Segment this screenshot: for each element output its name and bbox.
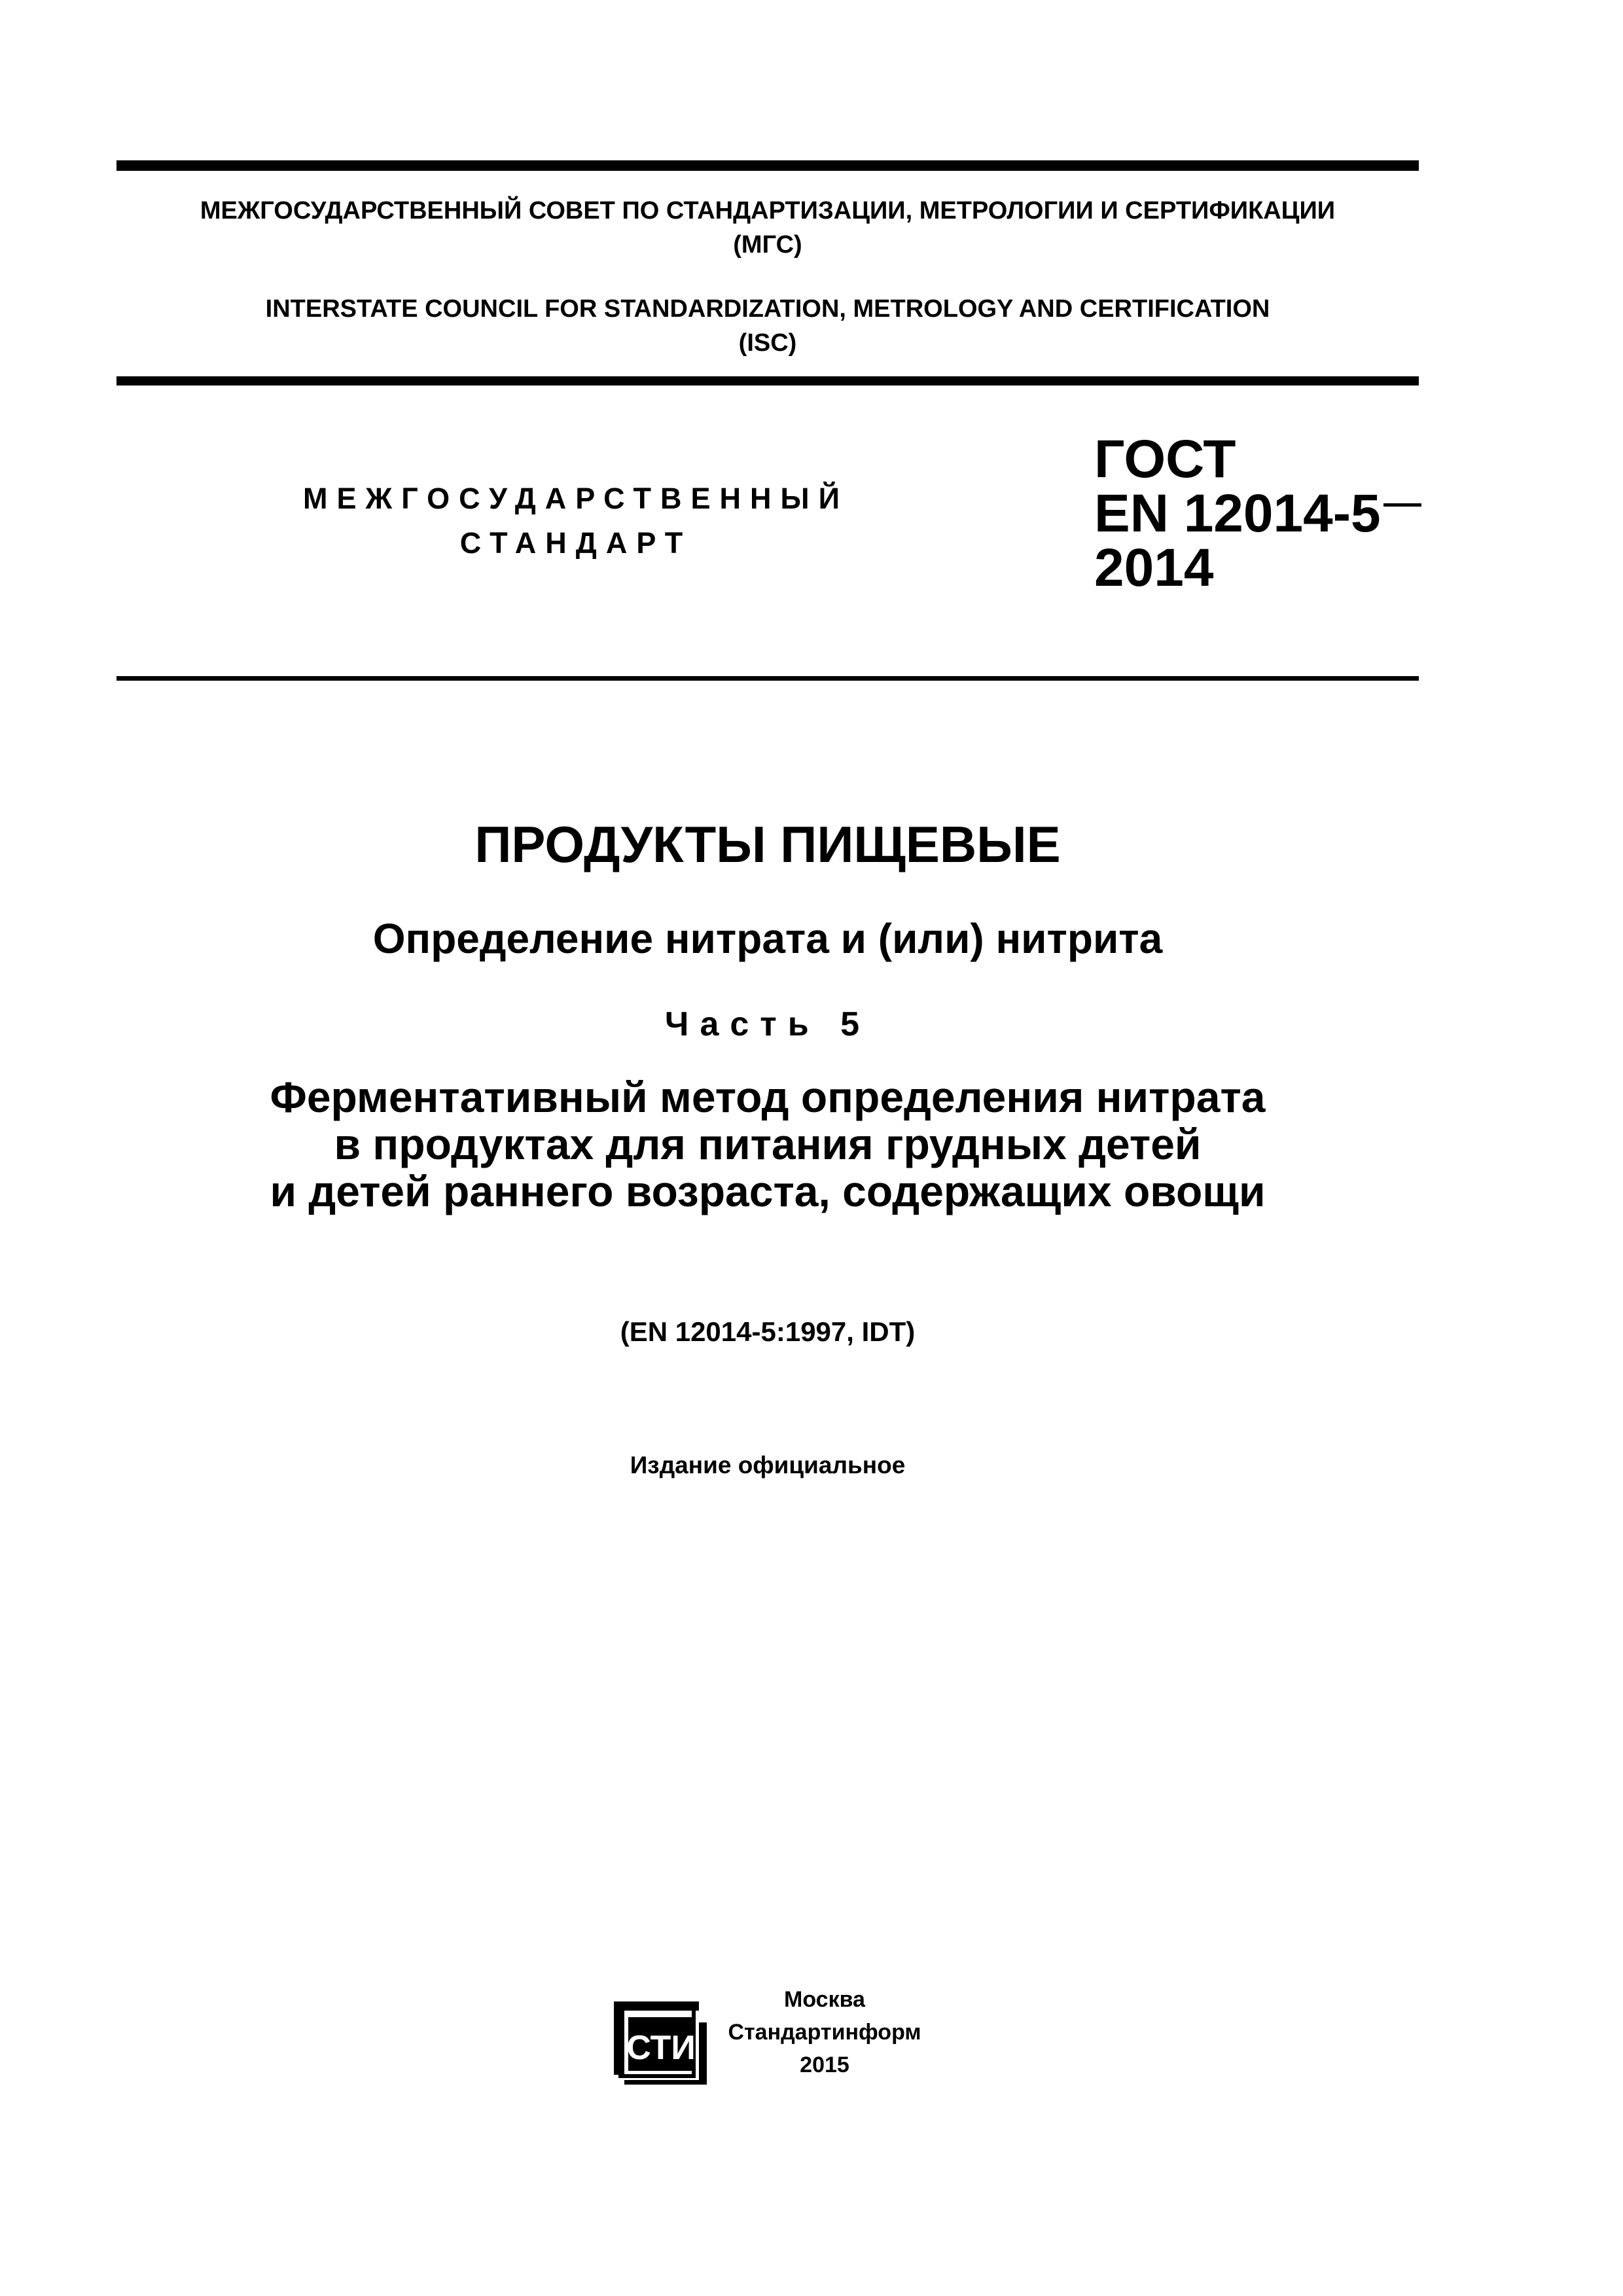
gost-number-line <box>1094 486 1421 541</box>
council-ru-abbr: (МГС) <box>733 231 802 259</box>
gost-dash <box>1383 503 1421 507</box>
method-title-line2: в продуктах для питания грудных детей <box>334 1120 1202 1168</box>
logo-lettering: СТИ <box>626 2029 696 2067</box>
council-en-name: INTERSTATE COUNCIL FOR STANDARDIZATION, METROLOGY AND CERTIFICATION <box>265 295 1270 323</box>
publisher-name: Стандартинформ <box>728 2020 921 2045</box>
standard-type-line1: МЕЖГОСУДАРСТВЕННЫЙ <box>303 482 849 515</box>
top-rule <box>116 160 1419 171</box>
method-title-line1: Ферментативный метод определения нитрата <box>270 1073 1266 1121</box>
method-title-line3: и детей раннего возраста, содержащих овощи <box>270 1167 1266 1215</box>
council-en-abbr: (ISC) <box>738 329 797 357</box>
council-ru-name: МЕЖГОСУДАРСТВЕННЫЙ СОВЕТ ПО СТАНДАРТИЗАЦИИ, МЕТРОЛОГИИ И СЕРТИФИКАЦИИ <box>200 197 1336 224</box>
middle-rule <box>116 376 1419 386</box>
document-part: Часть 5 <box>664 1005 871 1043</box>
standartinform-logo-icon <box>609 1996 707 2085</box>
publisher-block <box>726 1983 923 2081</box>
publisher-city: Москва <box>784 1987 865 2012</box>
council-en <box>116 292 1419 360</box>
method-title <box>116 1073 1419 1215</box>
gost-designation <box>1094 429 1421 598</box>
gost-prefix: ГОСТ <box>1094 429 1236 489</box>
thin-rule <box>116 676 1419 681</box>
council-ru <box>116 194 1419 262</box>
en-reference: (EN 12014-5:1997, IDT) <box>620 1316 916 1347</box>
document-title: ПРОДУКТЫ ПИЩЕВЫЕ <box>474 816 1061 873</box>
gost-number: EN 12014-5 <box>1094 484 1381 543</box>
standard-type-line2: СТАНДАРТ <box>459 526 692 560</box>
standard-type-label <box>249 476 903 565</box>
publisher-year: 2015 <box>800 2053 849 2077</box>
gost-year: 2014 <box>1094 538 1214 598</box>
document-subtitle: Определение нитрата и (или) нитрита <box>372 915 1163 962</box>
edition-note: Издание официальное <box>630 1452 906 1479</box>
